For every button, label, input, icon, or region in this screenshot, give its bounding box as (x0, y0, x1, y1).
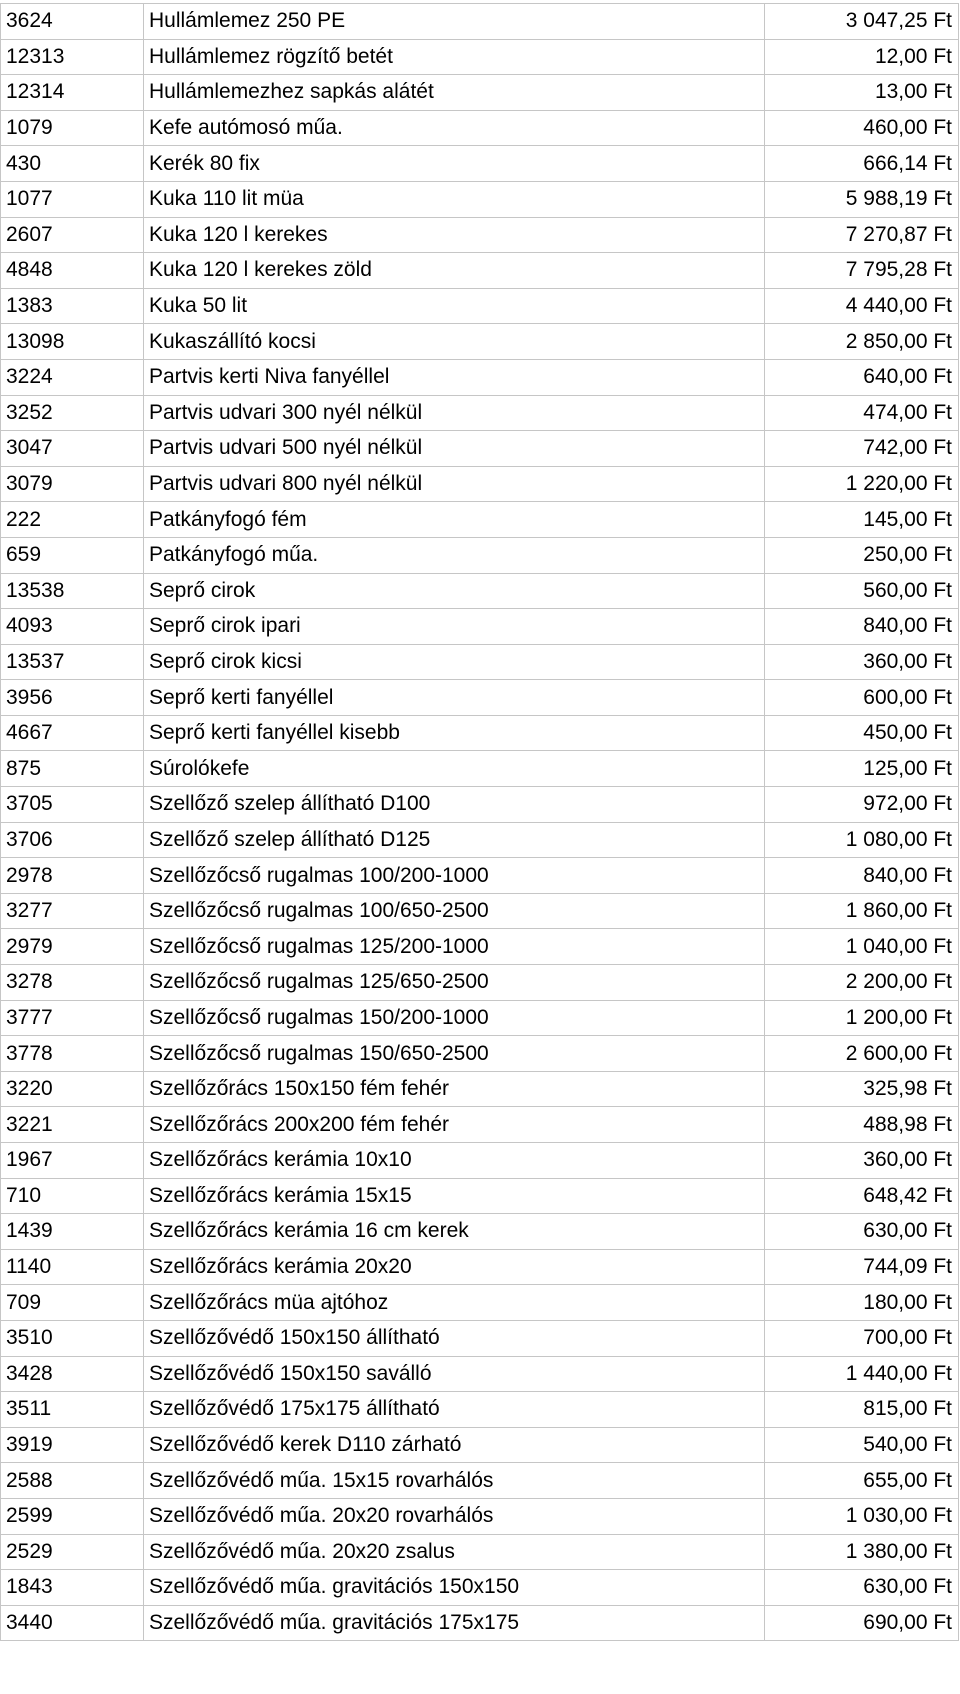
product-code-cell: 3624 (1, 4, 144, 40)
product-code-cell: 13098 (1, 324, 144, 360)
product-price-cell: 742,00 Ft (765, 431, 959, 467)
table-row (1, 1356, 959, 1392)
product-price-cell: 360,00 Ft (765, 1143, 959, 1179)
product-price-cell: 488,98 Ft (765, 1107, 959, 1143)
product-name-cell: Szellőzőrács kerámia 15x15 (144, 1178, 765, 1214)
table-row (1, 39, 959, 75)
product-price-cell: 640,00 Ft (765, 359, 959, 395)
product-code-cell: 659 (1, 537, 144, 573)
product-name-cell: Seprő kerti fanyéllel (144, 680, 765, 716)
table-row (1, 715, 959, 751)
product-code-cell: 710 (1, 1178, 144, 1214)
price-list-sheet (0, 3, 958, 1641)
product-price-cell: 630,00 Ft (765, 1214, 959, 1250)
product-code-cell: 2979 (1, 929, 144, 965)
product-price-cell: 540,00 Ft (765, 1427, 959, 1463)
product-name-cell: Szellőzővédő 150x150 állítható (144, 1320, 765, 1356)
product-name-cell: Szellőzőrács 150x150 fém fehér (144, 1071, 765, 1107)
product-price-cell: 972,00 Ft (765, 787, 959, 823)
table-row (1, 431, 959, 467)
product-price-cell: 1 200,00 Ft (765, 1000, 959, 1036)
product-name-cell: Szellőzőcső rugalmas 125/200-1000 (144, 929, 765, 965)
product-price-cell: 450,00 Ft (765, 715, 959, 751)
product-name-cell: Szellőző szelep állítható D125 (144, 822, 765, 858)
product-price-cell: 474,00 Ft (765, 395, 959, 431)
product-code-cell: 1967 (1, 1143, 144, 1179)
table-row (1, 1214, 959, 1250)
product-price-cell: 700,00 Ft (765, 1320, 959, 1356)
table-row (1, 502, 959, 538)
product-price-cell: 360,00 Ft (765, 644, 959, 680)
product-name-cell: Hullámlemezhez sapkás alátét (144, 75, 765, 111)
table-row (1, 929, 959, 965)
product-code-cell: 1079 (1, 110, 144, 146)
table-row (1, 1534, 959, 1570)
product-code-cell: 2588 (1, 1463, 144, 1499)
table-row (1, 1498, 959, 1534)
table-row (1, 324, 959, 360)
product-name-cell: Partvis udvari 300 nyél nélkül (144, 395, 765, 431)
product-price-cell: 840,00 Ft (765, 858, 959, 894)
product-name-cell: Szellőzőrács kerámia 16 cm kerek (144, 1214, 765, 1250)
product-price-cell: 7 795,28 Ft (765, 253, 959, 289)
product-price-cell: 13,00 Ft (765, 75, 959, 111)
product-name-cell: Súrolókefe (144, 751, 765, 787)
product-name-cell: Kuka 110 lit müa (144, 181, 765, 217)
table-row (1, 573, 959, 609)
product-code-cell: 2529 (1, 1534, 144, 1570)
product-code-cell: 3277 (1, 893, 144, 929)
table-row (1, 893, 959, 929)
product-code-cell: 430 (1, 146, 144, 182)
table-row (1, 787, 959, 823)
product-price-cell: 1 040,00 Ft (765, 929, 959, 965)
product-code-cell: 1843 (1, 1570, 144, 1606)
table-row (1, 858, 959, 894)
product-price-cell: 744,09 Ft (765, 1249, 959, 1285)
table-row (1, 395, 959, 431)
product-name-cell: Szellőzővédő műa. gravitációs 175x175 (144, 1605, 765, 1641)
product-code-cell: 2607 (1, 217, 144, 253)
product-code-cell: 3047 (1, 431, 144, 467)
product-price-cell: 325,98 Ft (765, 1071, 959, 1107)
table-row (1, 1285, 959, 1321)
product-name-cell: Kukaszállító kocsi (144, 324, 765, 360)
product-code-cell: 2978 (1, 858, 144, 894)
product-name-cell: Hullámlemez rögzítő betét (144, 39, 765, 75)
product-name-cell: Szellőzővédő 175x175 állítható (144, 1392, 765, 1428)
product-name-cell: Szellőzővédő műa. gravitációs 150x150 (144, 1570, 765, 1606)
product-price-cell: 125,00 Ft (765, 751, 959, 787)
product-name-cell: Partvis kerti Niva fanyéllel (144, 359, 765, 395)
table-row (1, 965, 959, 1001)
product-code-cell: 1383 (1, 288, 144, 324)
table-row (1, 1392, 959, 1428)
table-row (1, 537, 959, 573)
product-name-cell: Hullámlemez 250 PE (144, 4, 765, 40)
product-code-cell: 12314 (1, 75, 144, 111)
product-name-cell: Szellőzőrács kerámia 10x10 (144, 1143, 765, 1179)
table-row (1, 466, 959, 502)
product-price-cell: 2 200,00 Ft (765, 965, 959, 1001)
product-code-cell: 3221 (1, 1107, 144, 1143)
product-price-cell: 2 600,00 Ft (765, 1036, 959, 1072)
product-price-cell: 840,00 Ft (765, 609, 959, 645)
product-price-cell: 1 030,00 Ft (765, 1498, 959, 1534)
table-row (1, 1071, 959, 1107)
table-row (1, 1178, 959, 1214)
product-code-cell: 3705 (1, 787, 144, 823)
table-row (1, 288, 959, 324)
product-price-cell: 4 440,00 Ft (765, 288, 959, 324)
product-code-cell: 222 (1, 502, 144, 538)
product-price-cell: 690,00 Ft (765, 1605, 959, 1641)
product-price-cell: 3 047,25 Ft (765, 4, 959, 40)
product-name-cell: Kerék 80 fix (144, 146, 765, 182)
product-price-cell: 2 850,00 Ft (765, 324, 959, 360)
price-list-body (1, 4, 959, 1641)
product-name-cell: Patkányfogó műa. (144, 537, 765, 573)
product-code-cell: 3224 (1, 359, 144, 395)
table-row (1, 609, 959, 645)
product-code-cell: 3278 (1, 965, 144, 1001)
product-name-cell: Kuka 120 l kerekes zöld (144, 253, 765, 289)
product-code-cell: 3777 (1, 1000, 144, 1036)
product-name-cell: Kefe autómosó műa. (144, 110, 765, 146)
product-name-cell: Szellőzőcső rugalmas 125/650-2500 (144, 965, 765, 1001)
product-code-cell: 1140 (1, 1249, 144, 1285)
product-code-cell: 3220 (1, 1071, 144, 1107)
product-code-cell: 4667 (1, 715, 144, 751)
product-code-cell: 709 (1, 1285, 144, 1321)
table-row (1, 181, 959, 217)
product-name-cell: Szellőzőcső rugalmas 100/200-1000 (144, 858, 765, 894)
product-price-cell: 648,42 Ft (765, 1178, 959, 1214)
product-name-cell: Szellőzővédő műa. 20x20 rovarhálós (144, 1498, 765, 1534)
product-price-cell: 1 220,00 Ft (765, 466, 959, 502)
product-price-cell: 560,00 Ft (765, 573, 959, 609)
product-name-cell: Szellőző szelep állítható D100 (144, 787, 765, 823)
table-row (1, 75, 959, 111)
product-name-cell: Szellőzőcső rugalmas 150/200-1000 (144, 1000, 765, 1036)
table-row (1, 1427, 959, 1463)
product-name-cell: Szellőzővédő 150x150 saválló (144, 1356, 765, 1392)
table-row (1, 217, 959, 253)
product-name-cell: Szellőzővédő műa. 15x15 rovarhálós (144, 1463, 765, 1499)
product-code-cell: 1077 (1, 181, 144, 217)
product-code-cell: 1439 (1, 1214, 144, 1250)
product-name-cell: Szellőzőrács müa ajtóhoz (144, 1285, 765, 1321)
product-price-cell: 1 860,00 Ft (765, 893, 959, 929)
product-code-cell: 3428 (1, 1356, 144, 1392)
table-row (1, 359, 959, 395)
table-row (1, 253, 959, 289)
product-price-cell: 180,00 Ft (765, 1285, 959, 1321)
price-list-table (0, 3, 959, 1641)
product-price-cell: 7 270,87 Ft (765, 217, 959, 253)
table-row (1, 146, 959, 182)
product-name-cell: Kuka 120 l kerekes (144, 217, 765, 253)
product-price-cell: 460,00 Ft (765, 110, 959, 146)
table-row (1, 680, 959, 716)
product-code-cell: 3706 (1, 822, 144, 858)
product-name-cell: Kuka 50 lit (144, 288, 765, 324)
product-code-cell: 3511 (1, 1392, 144, 1428)
product-price-cell: 5 988,19 Ft (765, 181, 959, 217)
product-name-cell: Szellőzőcső rugalmas 100/650-2500 (144, 893, 765, 929)
product-code-cell: 4848 (1, 253, 144, 289)
product-code-cell: 12313 (1, 39, 144, 75)
product-price-cell: 815,00 Ft (765, 1392, 959, 1428)
product-price-cell: 250,00 Ft (765, 537, 959, 573)
product-name-cell: Partvis udvari 500 nyél nélkül (144, 431, 765, 467)
product-name-cell: Seprő cirok kicsi (144, 644, 765, 680)
table-row (1, 1107, 959, 1143)
product-price-cell: 1 440,00 Ft (765, 1356, 959, 1392)
product-price-cell: 655,00 Ft (765, 1463, 959, 1499)
table-row (1, 4, 959, 40)
table-row (1, 1036, 959, 1072)
table-row (1, 1249, 959, 1285)
product-price-cell: 666,14 Ft (765, 146, 959, 182)
table-row (1, 1463, 959, 1499)
product-code-cell: 3956 (1, 680, 144, 716)
product-name-cell: Partvis udvari 800 nyél nélkül (144, 466, 765, 502)
product-code-cell: 3919 (1, 1427, 144, 1463)
product-code-cell: 3252 (1, 395, 144, 431)
product-price-cell: 1 380,00 Ft (765, 1534, 959, 1570)
product-name-cell: Szellőzőrács 200x200 fém fehér (144, 1107, 765, 1143)
table-row (1, 822, 959, 858)
product-price-cell: 12,00 Ft (765, 39, 959, 75)
product-code-cell: 3778 (1, 1036, 144, 1072)
table-row (1, 1570, 959, 1606)
product-name-cell: Seprő cirok (144, 573, 765, 609)
product-code-cell: 3510 (1, 1320, 144, 1356)
product-name-cell: Patkányfogó fém (144, 502, 765, 538)
product-name-cell: Szellőzővédő kerek D110 zárható (144, 1427, 765, 1463)
product-code-cell: 13537 (1, 644, 144, 680)
product-code-cell: 2599 (1, 1498, 144, 1534)
product-price-cell: 600,00 Ft (765, 680, 959, 716)
product-code-cell: 4093 (1, 609, 144, 645)
product-name-cell: Szellőzőrács kerámia 20x20 (144, 1249, 765, 1285)
product-price-cell: 145,00 Ft (765, 502, 959, 538)
product-code-cell: 13538 (1, 573, 144, 609)
table-row (1, 644, 959, 680)
product-code-cell: 3440 (1, 1605, 144, 1641)
table-row (1, 110, 959, 146)
product-code-cell: 3079 (1, 466, 144, 502)
table-row (1, 1000, 959, 1036)
product-name-cell: Szellőzővédő műa. 20x20 zsalus (144, 1534, 765, 1570)
product-price-cell: 630,00 Ft (765, 1570, 959, 1606)
product-price-cell: 1 080,00 Ft (765, 822, 959, 858)
table-row (1, 1605, 959, 1641)
product-code-cell: 875 (1, 751, 144, 787)
table-row (1, 1320, 959, 1356)
table-row (1, 1143, 959, 1179)
product-name-cell: Seprő kerti fanyéllel kisebb (144, 715, 765, 751)
product-name-cell: Seprő cirok ipari (144, 609, 765, 645)
table-row (1, 751, 959, 787)
product-name-cell: Szellőzőcső rugalmas 150/650-2500 (144, 1036, 765, 1072)
